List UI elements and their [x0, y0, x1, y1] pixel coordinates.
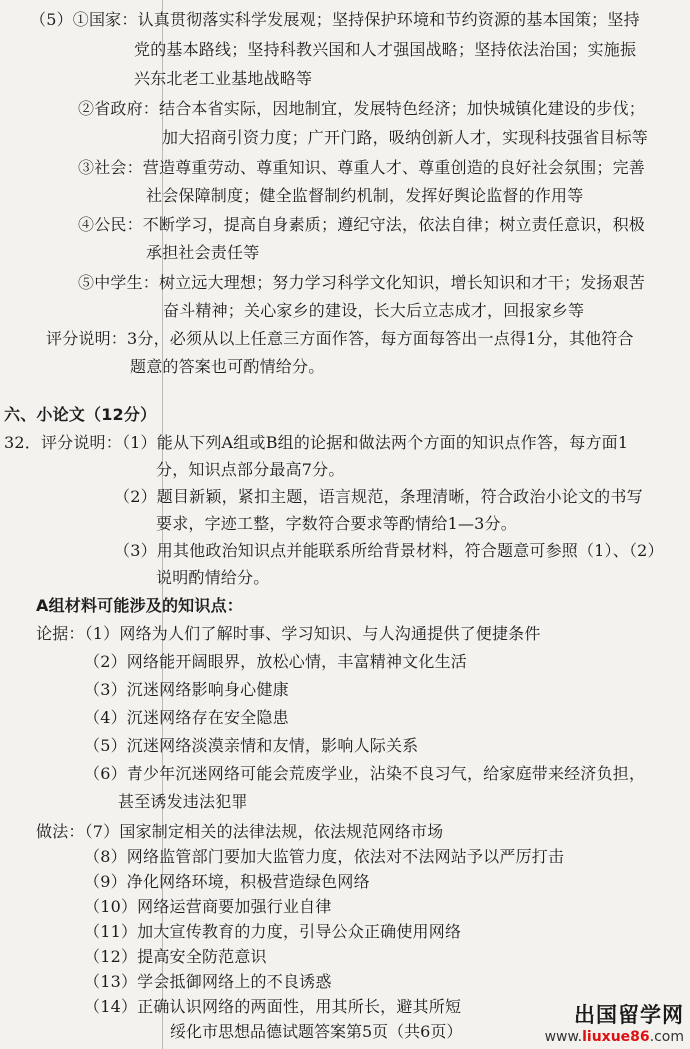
method-item: （9）净化网络环境，积极营造绿色网络	[84, 872, 370, 891]
q32-scoring-line-4: 要求，字迹工整，字数符合要求等酌情给1—3分。	[156, 514, 517, 533]
method-item: （8）网络监管部门要加大监管力度，依法对不法网站予以严厉打击	[84, 847, 565, 866]
q32-scoring-line-1: 32．评分说明：（1）能从下列A组或B组的论据和做法两个方面的知识点作答，每方面1	[4, 433, 629, 452]
argument-item: （6）青少年沉迷网络可能会荒废学业，沾染不良习气，给家庭带来经济负担，	[84, 764, 646, 783]
q32-scoring-line-5: （3）用其他政治知识点并能联系所给背景材料，符合题意可参照（1）、（2）	[114, 541, 664, 560]
q31-national-line-3: 兴东北老工业基地战略等	[134, 69, 313, 88]
q31-national-line-1: （5）①国家：认真贯彻落实科学发展观；坚持保护环境和节约资源的基本国策；坚持	[30, 10, 640, 29]
group-a-heading: A组材料可能涉及的知识点：	[36, 596, 243, 615]
q31-scoring-line-2: 题意的答案也可酌情给分。	[130, 357, 325, 376]
method-item: （14）正确认识网络的两面性，用其所长，避其所短	[84, 997, 462, 1016]
q32-scoring-line-2: 分，知识点部分最高7分。	[156, 460, 345, 479]
argument-item: 论据：（1）网络为人们了解时事、学习知识、与人沟通提供了便捷条件	[36, 624, 541, 643]
q32-scoring-line-6: 说明酌情给分。	[156, 568, 270, 587]
watermark-url	[545, 1029, 684, 1045]
q31-scoring-line-1: 评分说明：3分，必须从以上任意三方面作答，每方面每答出一点得1分，其他符合	[46, 329, 634, 348]
argument-item: （3）沉迷网络影响身心健康	[84, 680, 289, 699]
argument-item: 甚至诱发违法犯罪	[118, 792, 248, 811]
method-item: （13）学会抵御网络上的不良诱惑	[84, 972, 332, 991]
q32-scoring-line-3: （2）题目新颖，紧扣主题，语言规范，条理清晰，符合政治小论文的书写	[114, 487, 643, 506]
q31-citizen-line-2: 承担社会责任等	[146, 243, 260, 262]
q31-national-line-2: 党的基本路线；坚持科教兴国和人才强国战略；坚持依法治国；实施振	[134, 40, 637, 59]
site-watermark	[545, 999, 684, 1045]
q31-society-line-1: ③社会：营造尊重劳动、尊重知识、尊重人才、尊重创造的良好社会氛围；完善	[78, 158, 646, 177]
argument-item: （2）网络能开阔眼界，放松心情，丰富精神文化生活	[84, 652, 467, 671]
method-item: （11）加大宣传教育的力度，引导公众正确使用网络	[84, 922, 462, 941]
page-footer: 绥化市思想品德试题答案第5页（共6页）	[170, 1022, 463, 1041]
q31-province-line-2: 加大招商引资力度；广开门路，吸纳创新人才，实现科技强省目标等	[162, 128, 649, 147]
method-item: 做法：（7）国家制定相关的法律法规，依法规范网络市场	[36, 822, 444, 841]
q31-society-line-2: 社会保障制度；健全监督制约机制，发挥好舆论监督的作用等	[146, 186, 584, 205]
section-6-heading: 六、小论文（12分）	[4, 405, 157, 424]
q31-citizen-line-1: ④公民：不断学习，提高自身素质；遵纪守法，依法自律；树立责任意识，积极	[78, 215, 646, 234]
watermark-url-brand: liuxue86	[582, 1029, 650, 1045]
watermark-site-name: 出国留学网	[574, 1003, 684, 1027]
q31-student-line-1: ⑤中学生：树立远大理想；努力学习科学文化知识，增长知识和才干；发扬艰苦	[78, 273, 646, 292]
q31-student-line-2: 奋斗精神；关心家乡的建设，长大后立志成才，回报家乡等	[163, 301, 585, 320]
method-item: （12）提高安全防范意识	[84, 947, 267, 966]
method-item: （10）网络运营商要加强行业自律	[84, 897, 332, 916]
watermark-url-suffix: .com	[649, 1029, 684, 1045]
argument-item: （5）沉迷网络淡漠亲情和友情，影响人际关系	[84, 736, 419, 755]
q31-province-line-1: ②省政府：结合本省实际，因地制宜，发展特色经济；加快城镇化建设的步伐；	[78, 99, 646, 118]
watermark-url-prefix: www.	[544, 1029, 583, 1045]
argument-item: （4）沉迷网络存在安全隐患	[84, 708, 289, 727]
